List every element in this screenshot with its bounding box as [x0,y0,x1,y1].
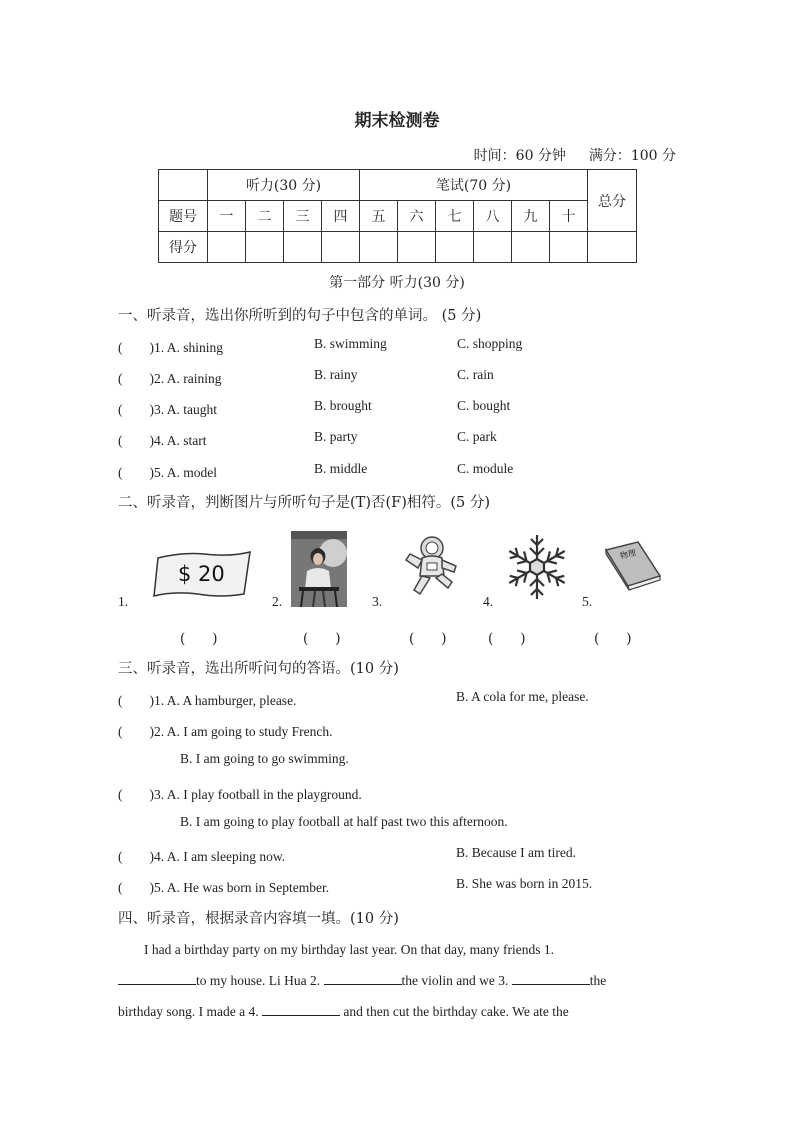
s1-item-2-option-b: B. rainy [314,367,358,382]
item-text: )3. A. taught [149,402,217,417]
item-text: )2. A. I am going to study French. [149,724,333,739]
item-text: )3. A. I play football in the playground. [149,787,362,802]
score-table-corner [159,170,208,201]
time-label: 时间：60 分钟 [473,148,566,164]
book-icon [602,540,662,596]
picture-number: 5. [582,594,593,609]
score-table [158,169,637,263]
answer-blank[interactable]: ( [118,724,150,739]
question-number-cell: 八 [474,201,512,232]
page-title: 期末检测卷 [354,111,440,131]
answer-paren[interactable]: ( ) [303,631,341,647]
s1-item-1-option-c: C. shopping [457,336,523,351]
section-4-title: 四、听录音，根据录音内容填一填。(10 分) [118,911,399,927]
item-text: )2. A. raining [149,371,222,386]
s3-item-3-option-b: B. I am going to play football at half past two this afternoon. [180,814,508,829]
section-3-title: 三、听录音，选出所听问句的答语。(10 分) [118,661,399,677]
score-cell [474,232,512,263]
s3-item-3 [118,783,362,803]
s3-item-4 [118,845,285,865]
photo-woman-chair-icon [291,531,347,611]
question-number-cell: 九 [512,201,550,232]
question-number-cell: 二 [246,201,284,232]
snowflake-icon [502,532,572,606]
book-cover-text: 物理 [619,548,637,561]
picture-number: 4. [483,594,494,609]
s3-item-5 [118,876,329,896]
s3-item-5-option-b: B. She was born in 2015. [456,876,593,891]
answer-blank[interactable]: ( [118,371,150,386]
s1-item-3-option-b: B. brought [314,398,372,413]
fill-blank-2[interactable] [324,970,402,985]
s3-item-4-option-b: B. Because I am tired. [456,845,576,860]
score-cell [208,232,246,263]
answer-blank[interactable]: ( [118,787,150,802]
total-header: 总分 [588,170,637,232]
s1-item-2-option-c: C. rain [457,367,494,382]
s1-item-5-option-c: C. module [457,461,514,476]
item-text: )4. A. start [149,433,207,448]
paragraph-line-2 [118,965,676,996]
picture-number: 3. [372,594,383,609]
total-score-cell [588,232,637,263]
answer-blank[interactable]: ( [118,340,150,355]
s1-item-2 [118,367,222,387]
fill-blank-3[interactable] [512,970,590,985]
answer-paren[interactable]: ( ) [594,631,632,647]
question-number-cell: 七 [436,201,474,232]
fill-blank-1[interactable] [118,970,196,985]
section-2-title: 二、听录音，判断图片与所听句子是(T)否(F)相符。(5 分) [118,495,491,511]
answer-paren[interactable]: ( ) [488,631,526,647]
part-one-title: 第一部分 听力(30 分) [329,275,465,291]
answer-blank[interactable]: ( [118,433,150,448]
answer-blank[interactable]: ( [118,849,150,864]
fill-in-paragraph [118,934,676,1027]
s1-item-5-option-b: B. middle [314,461,368,476]
question-number-cell: 三 [284,201,322,232]
astronaut-icon [402,532,464,604]
score-cell [360,232,398,263]
question-number-cell: 一 [208,201,246,232]
paragraph-text: and then cut the birthday cake. We ate the [339,1004,569,1019]
score-cell [398,232,436,263]
s1-item-5 [118,461,217,481]
banknote-icon [152,548,254,604]
s1-item-4-option-c: C. park [457,429,497,444]
score-cell [322,232,360,263]
writing-header: 笔试(70 分) [360,170,588,201]
item-text: )4. A. I am sleeping now. [149,849,286,864]
question-number-cell: 六 [398,201,436,232]
exam-meta [474,145,676,165]
item-text: )5. A. model [149,465,217,480]
question-number-label: 题号 [159,201,208,232]
item-text: )1. A. A hamburger, please. [149,693,297,708]
question-number-cell: 十 [550,201,588,232]
paragraph-text: the violin and we 3. [401,973,512,988]
picture-number: 1. [118,594,129,609]
paragraph-line-3 [118,996,676,1027]
answer-paren[interactable]: ( ) [180,631,218,647]
answer-blank[interactable]: ( [118,465,150,480]
question-number-cell: 四 [322,201,360,232]
s3-item-1-option-b: B. A cola for me, please. [456,689,589,704]
listening-header: 听力(30 分) [208,170,360,201]
paragraph-text: to my house. Li Hua 2. [196,973,324,988]
paragraph-text: birthday song. I made a 4. [118,1004,262,1019]
item-text: )5. A. He was born in September. [149,880,330,895]
s1-item-4-option-b: B. party [314,429,358,444]
score-label: 满分：100 分 [588,148,676,164]
paragraph-line-1: I had a birthday party on my birthday last year. On that day, many friends 1. [144,942,555,957]
s3-item-1 [118,689,296,709]
s1-item-1-option-b: B. swimming [314,336,387,351]
picture-number: 2. [272,594,283,609]
s1-item-3-option-c: C. bought [457,398,511,413]
s3-item-2 [118,720,332,740]
question-number-cell: 五 [360,201,398,232]
score-cell [284,232,322,263]
fill-blank-4[interactable] [262,1001,340,1016]
item-text: )1. A. shining [149,340,224,355]
money-text: $ 20 [178,562,225,586]
answer-blank[interactable]: ( [118,402,150,417]
score-cell [512,232,550,263]
s1-item-4 [118,429,207,449]
answer-blank[interactable]: ( [118,693,150,708]
section-1-title: 一、听录音，选出你所听到的句子中包含的单词。 (5 分) [118,308,482,324]
answer-blank[interactable]: ( [118,880,150,895]
score-cell [550,232,588,263]
score-cell [246,232,284,263]
s1-item-3 [118,398,217,418]
answer-paren[interactable]: ( ) [409,631,447,647]
s3-item-2-option-b: B. I am going to go swimming. [180,751,349,766]
score-row-label: 得分 [159,232,208,263]
paragraph-text: the [589,973,607,988]
score-cell [436,232,474,263]
s1-item-1 [118,336,223,356]
